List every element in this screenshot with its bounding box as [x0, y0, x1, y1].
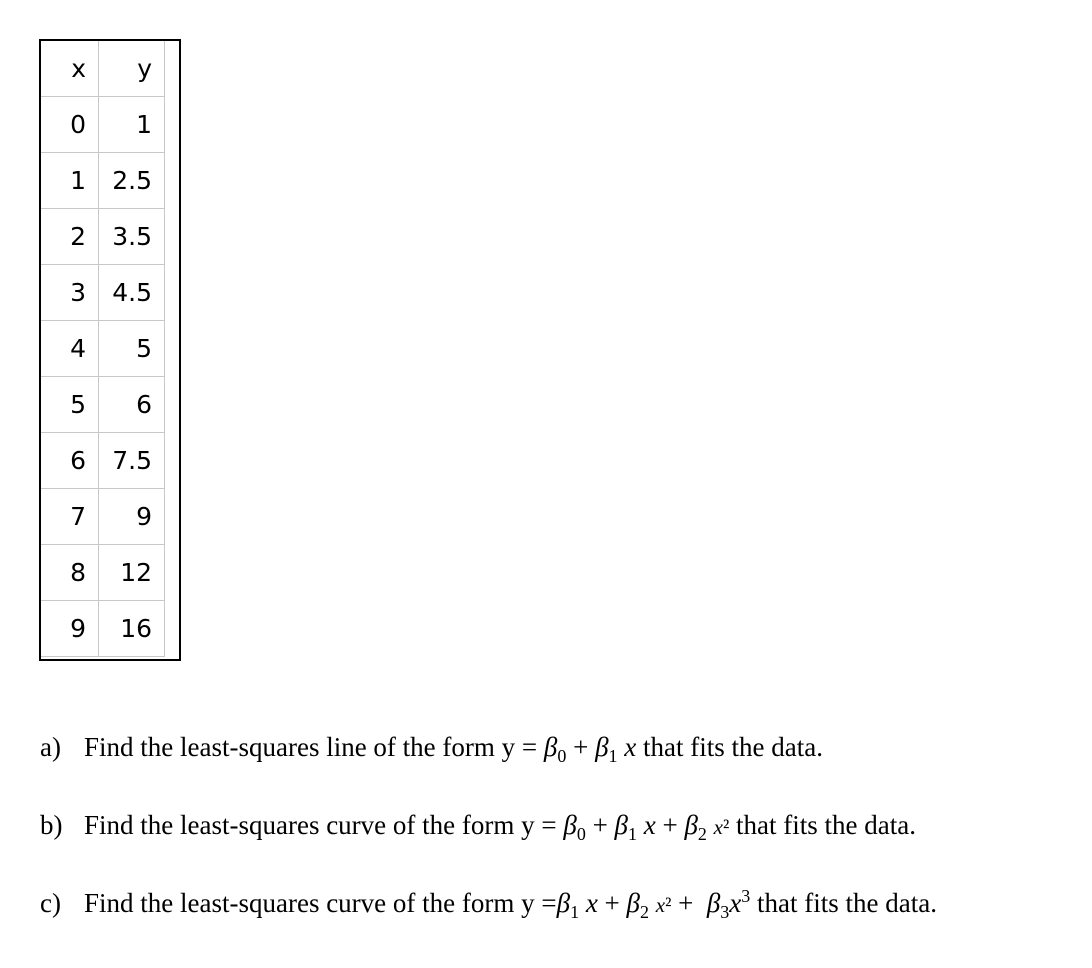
question-c-prefix: Find the least-squares curve of the form — [84, 888, 522, 918]
equation-b: $y = \beta_0 + \beta_1$ $x + \beta_2$ x² — [521, 810, 730, 844]
question-c — [40, 886, 937, 922]
cell-y: 12 — [99, 545, 165, 601]
header-y: y — [99, 41, 165, 97]
table-row — [41, 489, 165, 545]
cell-x: 0 — [41, 97, 99, 153]
question-b — [40, 810, 916, 844]
cell-x: 9 — [41, 601, 99, 657]
equation-a: $y = \beta_0 + \beta_1$ x — [501, 732, 637, 766]
table-row — [41, 97, 165, 153]
cell-y: 5 — [99, 321, 165, 377]
question-c-label: c) — [40, 888, 61, 918]
header-x: x — [41, 41, 99, 97]
data-table — [40, 40, 165, 657]
cell-x: 5 — [41, 377, 99, 433]
table-row — [41, 377, 165, 433]
question-b-label: b) — [40, 810, 63, 840]
question-a-suffix: that fits the data. — [636, 732, 823, 762]
question-b-prefix: Find the least-squares curve of the form — [84, 810, 522, 840]
cell-x: 8 — [41, 545, 99, 601]
cell-x: 3 — [41, 265, 99, 321]
question-a — [40, 732, 823, 766]
table-row — [41, 545, 165, 601]
table-row — [41, 601, 165, 657]
cell-x: 1 — [41, 153, 99, 209]
cell-y: 7.5 — [99, 433, 165, 489]
cell-y: 16 — [99, 601, 165, 657]
table-row — [41, 433, 165, 489]
question-a-prefix: Find the least-squares line of the form — [84, 732, 502, 762]
cell-x: 4 — [41, 321, 99, 377]
cell-x: 6 — [41, 433, 99, 489]
cell-y: 9 — [99, 489, 165, 545]
cell-x: 7 — [41, 489, 99, 545]
cell-y: 3.5 — [99, 209, 165, 265]
question-c-suffix: that fits the data. — [750, 888, 937, 918]
cell-y: 1 — [99, 97, 165, 153]
equation-c: $y =\beta_1$ $x + \beta_2$ $x^2 + \beta_3x^3$ — [521, 886, 751, 922]
cell-x: 2 — [41, 209, 99, 265]
table-row — [41, 209, 165, 265]
cell-y: 4.5 — [99, 265, 165, 321]
table-header-row — [41, 41, 165, 97]
table-row — [41, 265, 165, 321]
question-a-label: a) — [40, 732, 61, 762]
question-b-suffix: that fits the data. — [729, 810, 916, 840]
table-row — [41, 321, 165, 377]
cell-y: 2.5 — [99, 153, 165, 209]
cell-y: 6 — [99, 377, 165, 433]
table-row — [41, 153, 165, 209]
